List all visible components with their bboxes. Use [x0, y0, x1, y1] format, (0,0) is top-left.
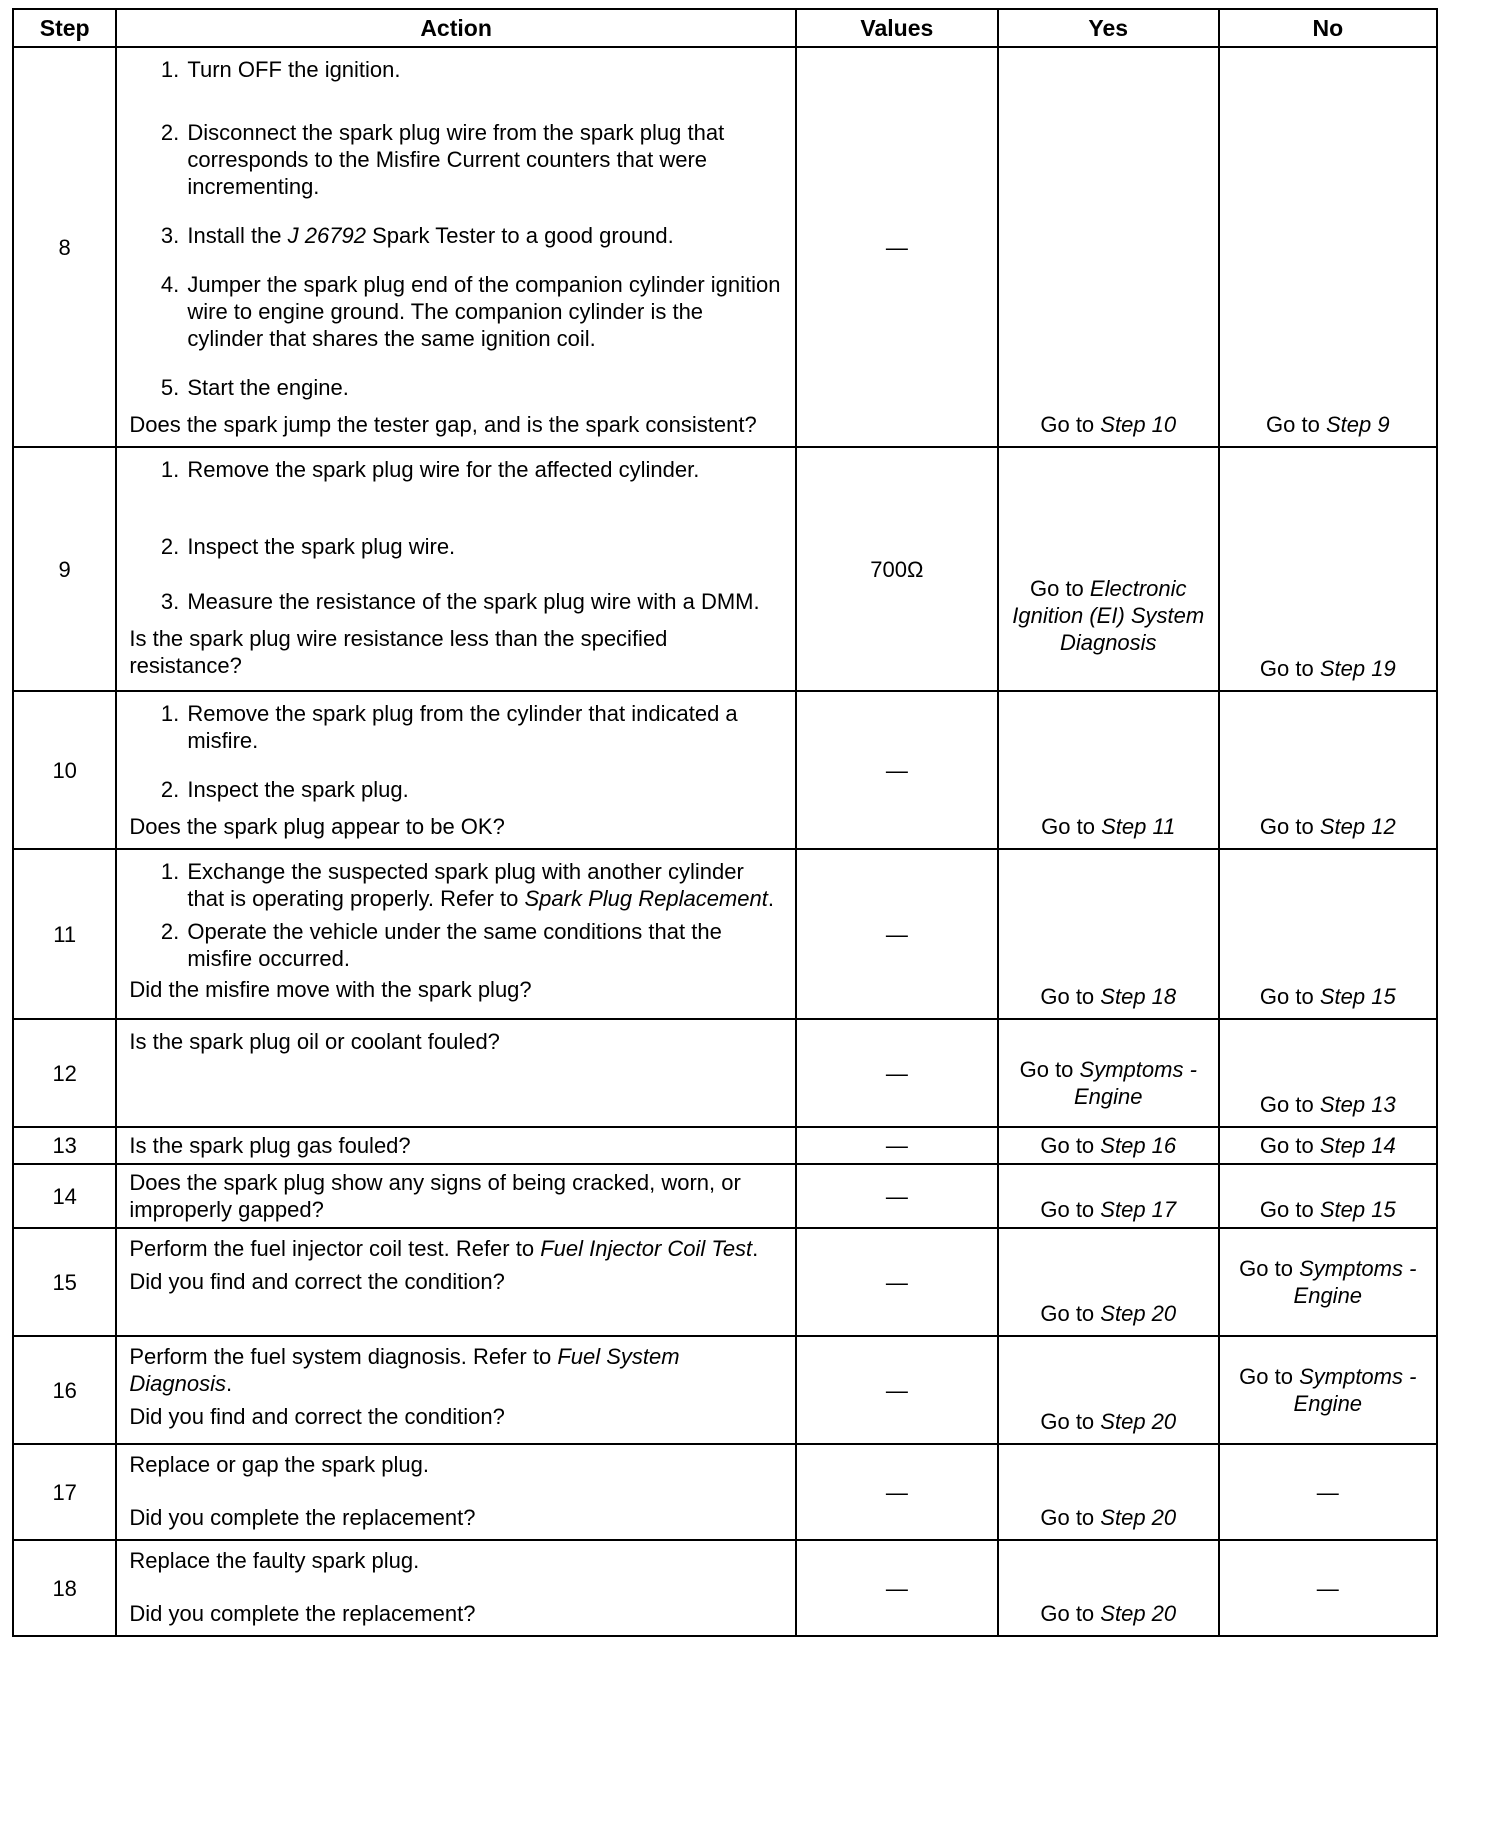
- question-text: Did you find and correct the condition?: [129, 1404, 505, 1429]
- yes-cell[interactable]: [998, 1444, 1219, 1540]
- action-item: 1. Turn OFF the ignition.: [185, 56, 784, 83]
- yes-cell[interactable]: [998, 1540, 1219, 1636]
- no-target: Step 15: [1319, 1197, 1396, 1222]
- header-no: No: [1219, 9, 1437, 47]
- action-list: [129, 700, 784, 803]
- action-text: Perform the fuel system diagnosis. Refer to Fuel System Diagnosis.: [129, 1344, 680, 1396]
- diagnostic-table: [12, 8, 1438, 1637]
- go-to-label: Go to: [1029, 576, 1084, 601]
- procedure-ref: Fuel System Diagnosis: [129, 1344, 680, 1396]
- action-line: Perform the fuel system diagnosis. Refer to: [129, 1344, 552, 1369]
- action-text: Replace the faulty spark plug.: [129, 1548, 420, 1573]
- step-number: 17: [13, 1444, 116, 1540]
- yes-cell[interactable]: [998, 1164, 1219, 1228]
- action-cell: [116, 691, 795, 849]
- go-to-label: Go to: [1266, 412, 1320, 437]
- action-cell: [116, 447, 795, 691]
- no-cell[interactable]: [1219, 1336, 1437, 1444]
- table-row-step-15: [13, 1228, 1437, 1336]
- no-cell[interactable]: [1219, 849, 1437, 1019]
- action-text: Replace or gap the spark plug.: [129, 1452, 429, 1477]
- values-cell: —: [796, 1540, 998, 1636]
- yes-target: Step 20: [1100, 1409, 1177, 1434]
- question-text: Is the spark plug oil or coolant fouled?: [129, 1029, 500, 1054]
- action-list: [129, 56, 784, 401]
- question-text: Is the spark plug wire resistance less than the specified resistance?: [129, 626, 668, 678]
- action-item: 2. Inspect the spark plug wire.: [185, 533, 784, 560]
- go-to-label: Go to: [1259, 814, 1314, 839]
- action-cell: [116, 47, 795, 447]
- no-cell: —: [1219, 1444, 1437, 1540]
- no-cell[interactable]: [1219, 1019, 1437, 1127]
- action-cell: [116, 1019, 795, 1127]
- action-item: [185, 222, 784, 249]
- procedure-ref: Spark Plug Replacement: [524, 886, 768, 911]
- action-list: [129, 456, 784, 615]
- action-item: 3. Measure the resistance of the spark plug wire with a DMM.: [185, 588, 784, 615]
- action-text: Perform the fuel injector coil test. Refer to Fuel Injector Coil Test.: [129, 1236, 759, 1261]
- action-cell: [116, 849, 795, 1019]
- action-text: Exchange the suspected spark plug with another cylinder that is operating properly. Refer to: [187, 859, 744, 911]
- no-target: Step 15: [1319, 984, 1396, 1009]
- yes-cell[interactable]: [998, 1228, 1219, 1336]
- go-to-label: Go to: [1040, 984, 1095, 1009]
- values-cell: —: [796, 47, 998, 447]
- values-cell: —: [796, 1019, 998, 1127]
- values-cell: —: [796, 691, 998, 849]
- go-to-label: Go to: [1040, 1409, 1095, 1434]
- step-number: 9: [13, 447, 116, 691]
- go-to-label: Go to: [1239, 1364, 1293, 1389]
- action-cell: [116, 1164, 795, 1228]
- no-target: Step 13: [1319, 1092, 1396, 1117]
- yes-target: Symptoms - Engine: [1074, 1057, 1197, 1109]
- action-item: 1. Exchange the suspected spark plug with another cylinder that is operating properly. Refer to Spark Plug Replacement.: [185, 858, 784, 912]
- question-text: Does the spark plug appear to be OK?: [129, 814, 505, 839]
- yes-cell[interactable]: [998, 1019, 1219, 1127]
- yes-cell[interactable]: [998, 447, 1219, 691]
- values-cell: 700Ω: [796, 447, 998, 691]
- no-cell[interactable]: [1219, 691, 1437, 849]
- yes-target: Step 17: [1100, 1197, 1177, 1222]
- yes-target: Step 20: [1100, 1505, 1177, 1530]
- step-number: 16: [13, 1336, 116, 1444]
- table-row-step-17: [13, 1444, 1437, 1540]
- table-header-row: [13, 9, 1437, 47]
- action-cell: [116, 1127, 795, 1164]
- diagnostic-table-sheet: [12, 8, 1438, 1637]
- step-number: 13: [13, 1127, 116, 1164]
- go-to-label: Go to: [1040, 1505, 1095, 1530]
- no-target: Step 12: [1319, 814, 1396, 839]
- question-text: Did you complete the replacement?: [129, 1505, 476, 1530]
- yes-target: Step 10: [1100, 412, 1177, 437]
- action-item: 4. Jumper the spark plug end of the companion cylinder ignition wire to engine ground. The companion cylinder is the cylinder that shares the same ignition coil.: [185, 271, 784, 352]
- step-number: 12: [13, 1019, 116, 1127]
- header-values: Values: [796, 9, 998, 47]
- no-target: Step 9: [1325, 412, 1390, 437]
- no-target: Step 14: [1319, 1133, 1396, 1158]
- yes-cell[interactable]: [998, 1336, 1219, 1444]
- no-cell[interactable]: [1219, 1164, 1437, 1228]
- no-cell: —: [1219, 1540, 1437, 1636]
- action-line: Perform the fuel injector coil test. Refer to: [129, 1236, 535, 1261]
- action-item: 2. Inspect the spark plug.: [185, 776, 784, 803]
- table-row-step-13: [13, 1127, 1437, 1164]
- action-item: 5. Start the engine.: [185, 374, 784, 401]
- values-cell: —: [796, 1228, 998, 1336]
- table-row-step-16: [13, 1336, 1437, 1444]
- no-target: Symptoms - Engine: [1293, 1256, 1417, 1308]
- no-cell[interactable]: [1219, 47, 1437, 447]
- no-cell[interactable]: [1219, 1228, 1437, 1336]
- values-cell: —: [796, 1444, 998, 1540]
- go-to-label: Go to: [1239, 1256, 1293, 1281]
- yes-cell[interactable]: [998, 1127, 1219, 1164]
- header-yes: Yes: [998, 9, 1219, 47]
- table-row-step-14: [13, 1164, 1437, 1228]
- header-step: Step: [13, 9, 116, 47]
- action-item: 2. Operate the vehicle under the same conditions that the misfire occurred.: [185, 918, 784, 972]
- no-cell[interactable]: [1219, 447, 1437, 691]
- yes-target: Electronic Ignition (EI) System Diagnosis: [1012, 576, 1205, 655]
- yes-target: Step 16: [1100, 1133, 1177, 1158]
- table-row-step-10: [13, 691, 1437, 849]
- go-to-label: Go to: [1040, 412, 1095, 437]
- go-to-label: Go to: [1041, 814, 1095, 839]
- tool-ref: J 26792: [287, 223, 366, 248]
- action-cell: [116, 1228, 795, 1336]
- yes-cell[interactable]: [998, 849, 1219, 1019]
- go-to-label: Go to: [1259, 984, 1314, 1009]
- action-item: 1. Remove the spark plug wire for the affected cylinder.: [185, 456, 784, 483]
- step-number: 8: [13, 47, 116, 447]
- table-row-step-8: [13, 47, 1437, 447]
- question-text: Does the spark plug show any signs of being cracked, worn, or improperly gapped?: [129, 1170, 741, 1222]
- action-cell: [116, 1540, 795, 1636]
- yes-target: Step 20: [1100, 1601, 1177, 1626]
- table-row-step-11: [13, 849, 1437, 1019]
- values-cell: —: [796, 1336, 998, 1444]
- go-to-label: Go to: [1040, 1301, 1095, 1326]
- yes-target: Step 20: [1100, 1301, 1177, 1326]
- go-to-label: Go to: [1040, 1197, 1095, 1222]
- go-to-label: Go to: [1040, 1133, 1095, 1158]
- procedure-ref: Fuel Injector Coil Test: [540, 1236, 753, 1261]
- action-text: Spark Tester to a good ground.: [372, 223, 674, 248]
- table-row-step-9: [13, 447, 1437, 691]
- step-number: 10: [13, 691, 116, 849]
- yes-target: Step 18: [1100, 984, 1177, 1009]
- values-cell: —: [796, 1164, 998, 1228]
- go-to-label: Go to: [1040, 1601, 1095, 1626]
- table-row-step-12: [13, 1019, 1437, 1127]
- question-text: Is the spark plug gas fouled?: [129, 1133, 411, 1158]
- no-cell[interactable]: [1219, 1127, 1437, 1164]
- action-cell: [116, 1444, 795, 1540]
- go-to-label: Go to: [1259, 656, 1314, 681]
- question-text: Did the misfire move with the spark plug?: [129, 977, 532, 1002]
- header-action: Action: [116, 9, 795, 47]
- step-number: 11: [13, 849, 116, 1019]
- step-number: 14: [13, 1164, 116, 1228]
- action-item: 1. Remove the spark plug from the cylinder that indicated a misfire.: [185, 700, 784, 754]
- go-to-label: Go to: [1259, 1133, 1314, 1158]
- question-text: Did you complete the replacement?: [129, 1601, 476, 1626]
- question-text: Did you find and correct the condition?: [129, 1269, 505, 1294]
- go-to-label: Go to: [1259, 1197, 1314, 1222]
- values-cell: —: [796, 849, 998, 1019]
- yes-target: Step 11: [1101, 814, 1176, 839]
- step-number: 18: [13, 1540, 116, 1636]
- values-cell: —: [796, 1127, 998, 1164]
- step-number: 15: [13, 1228, 116, 1336]
- go-to-label: Go to: [1019, 1057, 1074, 1082]
- no-target: Symptoms - Engine: [1293, 1364, 1417, 1416]
- yes-cell[interactable]: [998, 691, 1219, 849]
- go-to-label: Go to: [1259, 1092, 1314, 1117]
- question-text: Does the spark jump the tester gap, and is the spark consistent?: [129, 412, 757, 437]
- no-target: Step 19: [1319, 656, 1396, 681]
- action-list: [129, 858, 784, 972]
- action-cell: [116, 1336, 795, 1444]
- table-row-step-18: [13, 1540, 1437, 1636]
- action-item: 2. Disconnect the spark plug wire from the spark plug that corresponds to the Misfire Current counters that were incrementing.: [185, 119, 784, 200]
- action-text: Install the: [187, 223, 282, 248]
- yes-cell[interactable]: [998, 47, 1219, 447]
